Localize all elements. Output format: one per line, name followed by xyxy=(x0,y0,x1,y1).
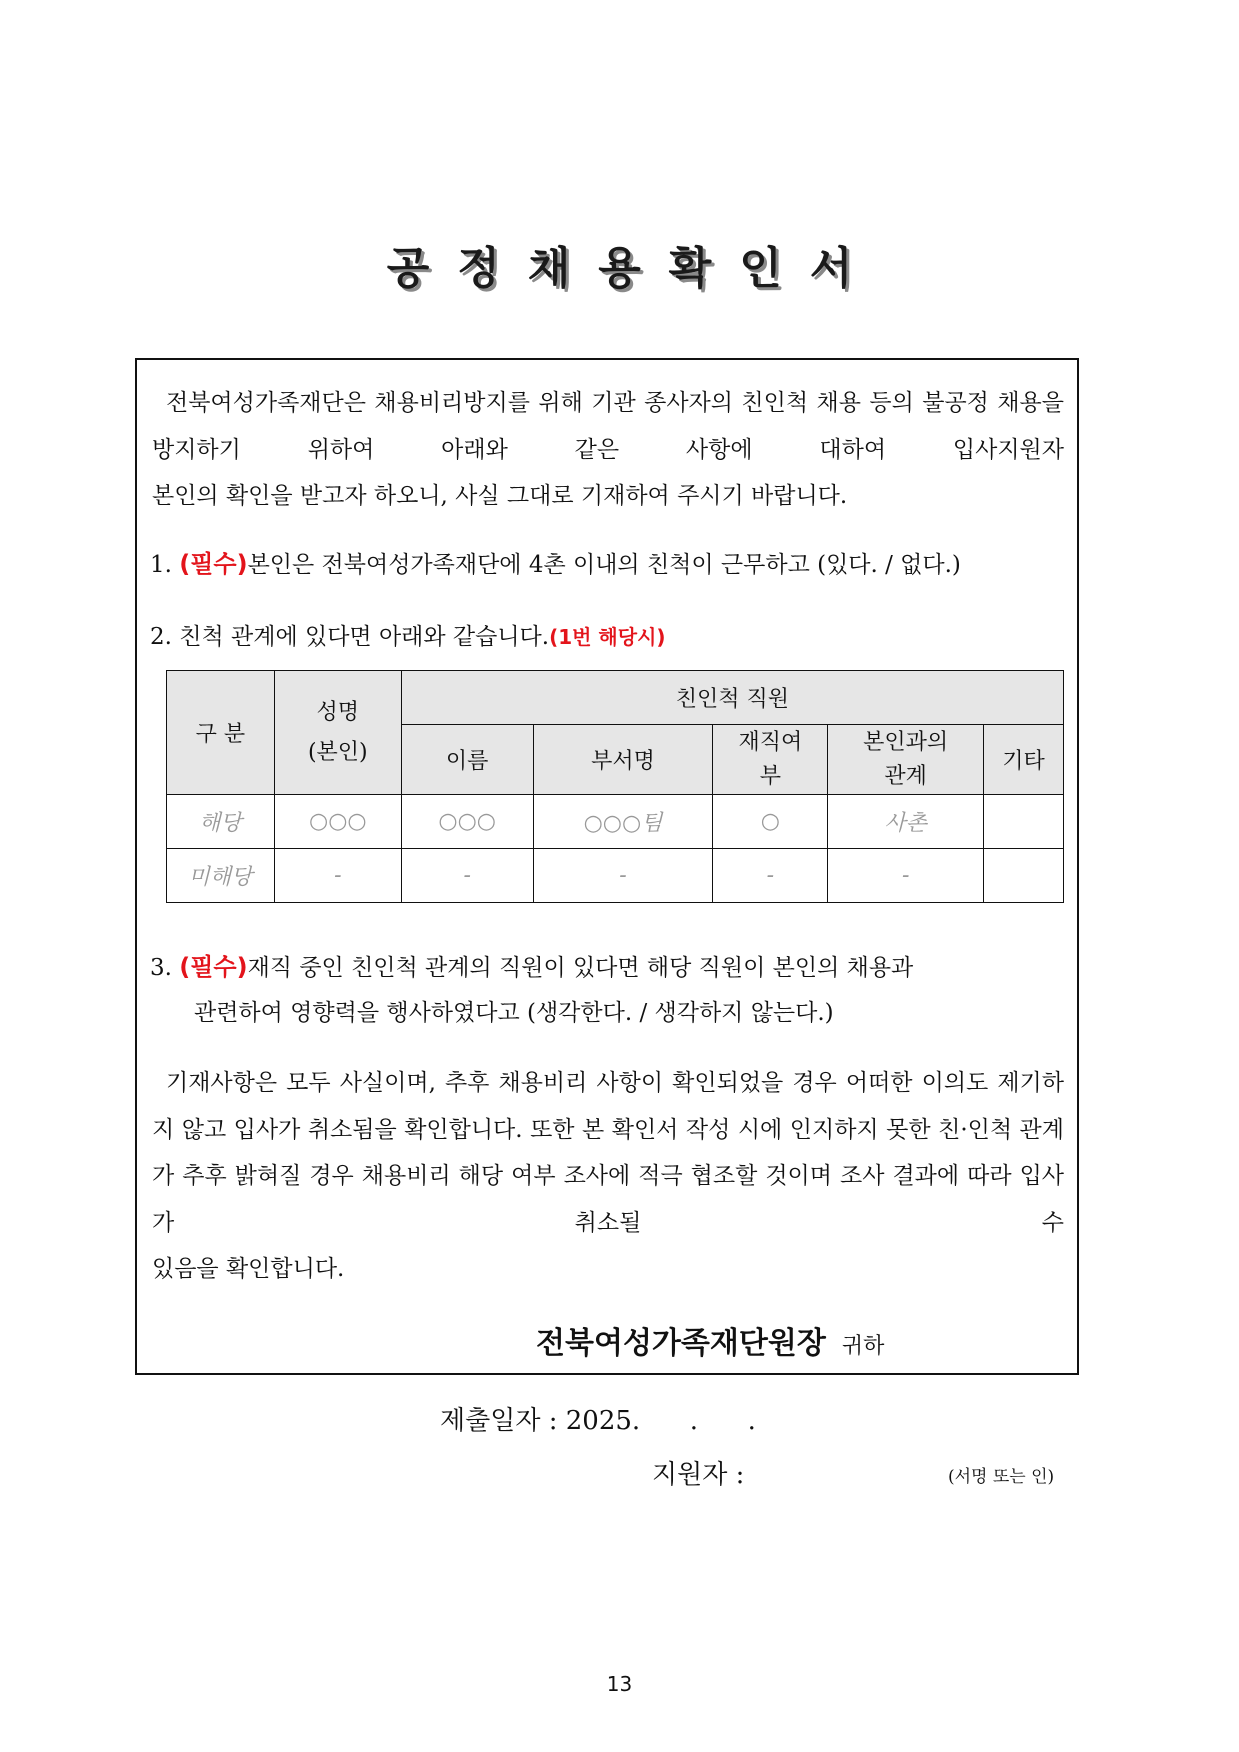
header-relative-name: 이름 xyxy=(401,725,533,795)
item-2-number: 2. xyxy=(150,624,172,650)
addressee-suffix: 귀하 xyxy=(841,1334,885,1359)
header-category: 구 분 xyxy=(167,671,275,795)
intro-text: 전북여성가족재단은 채용비리방지를 위해 기관 종사자의 친인척 채용 등의 불공정 채용을 방지하기 위하여 아래와 같은 사항에 대하여 입사지원자 xyxy=(152,390,1064,463)
relative-table xyxy=(166,670,1064,903)
row-employed: - xyxy=(713,849,828,903)
table-row xyxy=(167,849,1064,903)
closing-last-line: 있음을 확인합니다. xyxy=(152,1256,345,1282)
header-self-name xyxy=(274,671,401,795)
item-2-note: (1번 해당시) xyxy=(549,625,666,649)
row-etc xyxy=(984,849,1064,903)
document-title: 공정채용확인서 xyxy=(386,243,881,294)
row-category: 미해당 xyxy=(167,849,275,903)
header-employed-line1: 재직여 xyxy=(738,729,803,755)
row-relative-name: - xyxy=(401,849,533,903)
header-employed-line2: 부 xyxy=(759,763,781,789)
header-relative-group: 친인척 직원 xyxy=(401,671,1063,725)
item-1-text: 본인은 전북여성가족재단에 4촌 이내의 친척이 근무하고 (있다. / 없다.) xyxy=(247,552,961,578)
row-employed: ○ xyxy=(713,795,828,849)
addressee-name: 전북여성가족재단원장 xyxy=(536,1326,826,1361)
row-relation: - xyxy=(828,849,984,903)
intro-last-line: 본인의 확인을 받고자 하오니, 사실 그대로 기재하여 주시기 바랍니다. xyxy=(152,483,848,509)
signature-note: (서명 또는 인) xyxy=(948,1467,1055,1487)
row-etc xyxy=(984,795,1064,849)
closing-paragraph xyxy=(152,1060,1064,1293)
item-3-required-mark: (필수) xyxy=(179,953,248,981)
item-3-number: 3. xyxy=(150,955,172,981)
row-department: - xyxy=(533,849,713,903)
header-relation-line1: 본인과의 xyxy=(863,729,949,755)
item-3 xyxy=(150,952,913,983)
item-1 xyxy=(150,549,961,580)
header-relation-line2: 관계 xyxy=(884,763,927,789)
row-category: 해당 xyxy=(167,795,275,849)
item-1-required-mark: (필수) xyxy=(179,550,248,578)
addressee xyxy=(536,1318,884,1362)
header-department: 부서명 xyxy=(533,725,713,795)
intro-paragraph xyxy=(152,380,1064,520)
applicant-label: 지원자 : xyxy=(652,1460,745,1490)
row-self-name: ○○○ xyxy=(274,795,401,849)
header-relation xyxy=(828,725,984,795)
row-relation: 사촌 xyxy=(828,795,984,849)
item-3-continuation: 관련하여 영향력을 행사하였다고 (생각한다. / 생각하지 않는다.) xyxy=(194,1000,834,1026)
header-employed xyxy=(713,725,828,795)
submit-date: 제출일자 : 2025. . . xyxy=(440,1406,756,1436)
header-etc: 기타 xyxy=(984,725,1064,795)
row-self-name: - xyxy=(274,849,401,903)
closing-text: 기재사항은 모두 사실이며, 추후 채용비리 사항이 확인되었을 경우 어떠한 이의도 제기하지 않고 입사가 취소됨을 확인합니다. 또한 본 확인서 작성 시에 인지하지 못한 친·인척 관계가 추후 밝혀질 경우 채용비리 해당 여부 조사에 적극 협조할 것이며 조사 결과에 따라 입사가 취소될 수 xyxy=(152,1070,1064,1236)
row-relative-name: ○○○ xyxy=(401,795,533,849)
table-row xyxy=(167,795,1064,849)
item-2-text: 친척 관계에 있다면 아래와 같습니다. xyxy=(179,624,550,650)
header-self-name-line2: (본인) xyxy=(307,739,368,765)
header-self-name-line1: 성명 xyxy=(316,699,360,725)
item-1-number: 1. xyxy=(150,552,172,578)
item-2 xyxy=(150,622,666,652)
row-department: ○○○팀 xyxy=(533,795,713,849)
item-3-line1: 재직 중인 친인척 관계의 직원이 있다면 해당 직원이 본인의 채용과 xyxy=(247,955,914,981)
page-number: 13 xyxy=(606,1672,633,1696)
